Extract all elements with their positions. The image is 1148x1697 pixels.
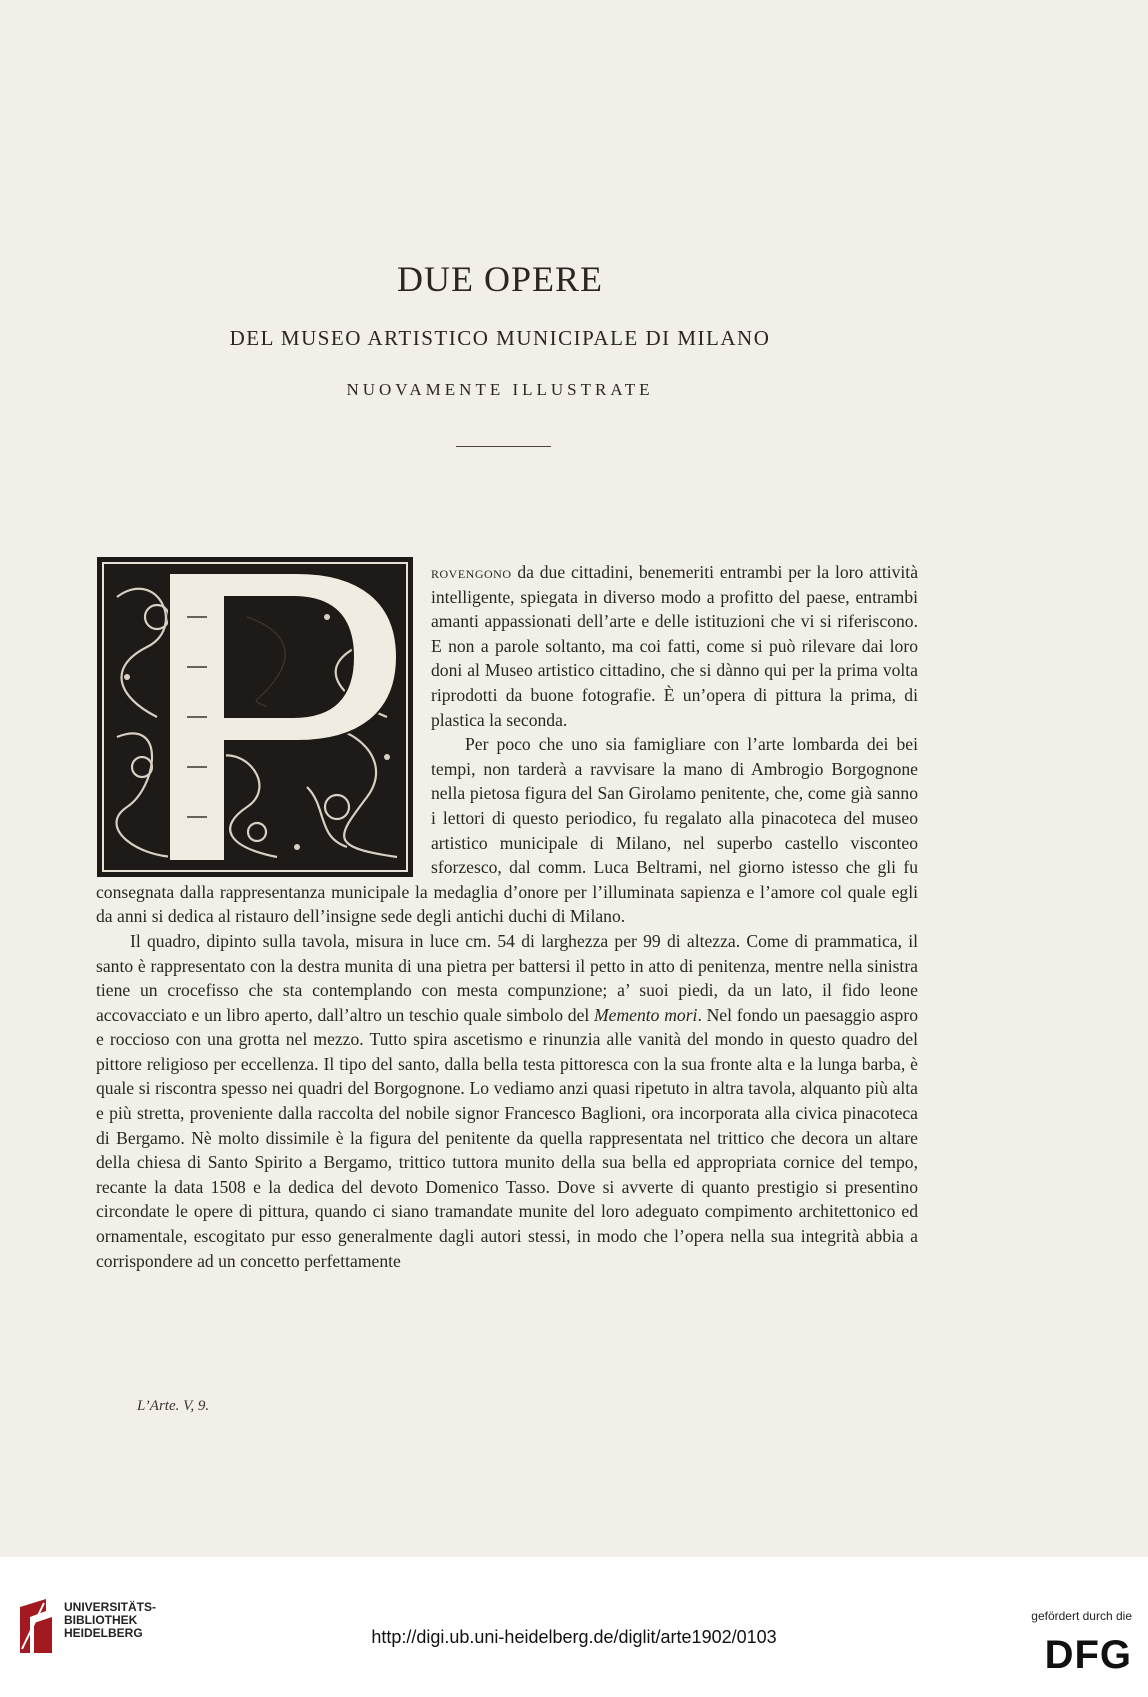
article-title: DUE OPERE	[397, 259, 603, 299]
memento-mori-italic: Memento mori	[594, 1004, 698, 1025]
dfg-logo: DFG	[1044, 1633, 1132, 1677]
paragraph-3-text-a: Il quadro, dipinto sulla tavola, misura in luce cm. 54 di larghezza per 99 di altezza. Come di prammatica, il santo è rappresentato con la destra munita di una pietra per battersi il petto in atto di penitenza, mentre nella sinistra tiene un crocefisso che sta contemplando con mesta compunzione; a’ suoi piedi, da un lato, il fido leone accovacciato e un libro aperto, dall’altro un teschio quale simbolo del	[96, 930, 918, 1025]
page-signature: L’Arte. V, 9.	[137, 1398, 210, 1414]
permalink-url[interactable]: http://digi.ub.uni-heidelberg.de/diglit/arte1902/0103	[371, 1627, 777, 1647]
paragraph-1-text: da due cittadini, benemeriti entrambi per la loro attività intelligente, spiegata in diverso modo a profitto del paese, entrambi amanti appassionati dell’arte e delle istituzioni che vi si riferiscono. E non a parole soltanto, ma coi fatti, come si può rilevare dai loro doni al Museo artistico cittadino, che si dànno qui per la prima volta riprodotti da buone fotografie. È un’opera di pittura la prima, di plastica la seconda.	[431, 562, 918, 730]
institution-line-3: HEIDELBERG	[64, 1626, 143, 1640]
digitization-footer	[0, 1557, 1148, 1697]
lead-word: rovengono	[431, 562, 512, 582]
institution-line-2: BIBLIOTHEK	[64, 1613, 138, 1627]
article-subtitle: DEL MUSEO ARTISTICO MUNICIPALE DI MILANO	[229, 326, 771, 350]
institution-line-1: UNIVERSITÄTS-	[64, 1600, 157, 1614]
paragraph-2: Per poco che uno sia famigliare con l’arte lombarda dei bei tempi, non tarderà a ravvisare la mano di Ambrogio Borgognone nella pietosa figura del San Girolamo penitente, che, come già sanno i lettori di questo periodico, fu regalato alla pinacoteca del museo artistico municipale di Milano, nel superbo castello visconteo sforzesco, dal comm. Luca Beltrami, nel giorno istesso che gli fu consegnata dalla rappresentanza municipale la medaglia d’onore per l’illuminata sapienza e l’amore col quale egli da anni si dedica al ristauro dell’insigne sede degli antichi duchi di Milano.	[96, 734, 918, 927]
paragraph-3-text-b: . Nel fondo un paesaggio aspro e roccioso con una grotta nel mezzo. Tutto spira ascetismo e rinunzia alle vanità del mondo in questo quadro del pittore religioso per eccellenza. Il tipo del santo, dalla bella testa pittoresca con la sua fronte alta e la lunga barba, è quale si riscontra spesso nei quadri del Borgognone. Lo vediamo anzi quasi ripetuto in altra tavola, alquanto più alta e più stretta, proveniente dalla raccolta del nobile signor Francesco Baglioni, ora incorporata alla civica pinacoteca di Bergamo. Nè molto dissimile è la figura del penitente da quella rappresentata nel trittico che decora un altare della chiesa di Santo Spirito a Bergamo, trittico tuttora munito della sua bella ed appropriata cornice del tempo, recante la data 1508 e la dedica del devoto Domenico Tasso. Dove si avverte di quanto prestigio si presentino circondate le opere di pittura, quando ci siano tramandate munite del loro adeguato compimento architettonico ed ornamentale, escogitato pur esso generalmente dagli autori stessi, in modo che l’opera nella sua integrità abbia a corrispondere ad un concetto perfettamente	[96, 1004, 918, 1271]
paragraph-3	[96, 929, 918, 1273]
title-divider	[456, 446, 551, 447]
article-subtitle-secondary: NUOVAMENTE ILLUSTRATE	[346, 380, 654, 399]
funded-by-label: gefördert durch die	[1031, 1609, 1132, 1623]
article-body	[96, 560, 918, 1273]
dropcap-spacer	[96, 560, 431, 876]
